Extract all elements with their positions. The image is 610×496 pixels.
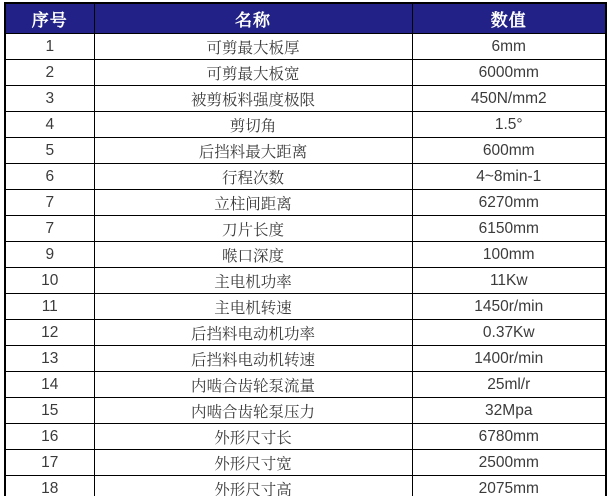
- column-header-no: 序号: [5, 3, 94, 34]
- row-name-cell: 后挡料电动机转速: [94, 346, 412, 372]
- row-number-cell: 12: [5, 320, 94, 346]
- row-value-cell: 600mm: [412, 138, 606, 164]
- table-row: [5, 372, 606, 398]
- row-name-cell: 外形尺寸宽: [94, 450, 412, 476]
- table-row: [5, 112, 606, 138]
- row-name-cell: 主电机转速: [94, 294, 412, 320]
- row-number-cell: 9: [5, 242, 94, 268]
- row-name-cell: 后挡料最大距离: [94, 138, 412, 164]
- row-number-cell: 13: [5, 346, 94, 372]
- row-value-cell: 100mm: [412, 242, 606, 268]
- row-name-cell: 剪切角: [94, 112, 412, 138]
- row-number-cell: 3: [5, 86, 94, 112]
- row-name-cell: 被剪板料强度极限: [94, 86, 412, 112]
- row-name-cell: 行程次数: [94, 164, 412, 190]
- table-row: [5, 34, 606, 60]
- row-number-cell: 10: [5, 268, 94, 294]
- row-value-cell: 4~8min-1: [412, 164, 606, 190]
- row-number-cell: 11: [5, 294, 94, 320]
- row-value-cell: 32Mpa: [412, 398, 606, 424]
- row-value-cell: 2500mm: [412, 450, 606, 476]
- row-value-cell: 6780mm: [412, 424, 606, 450]
- row-name-cell: 可剪最大板宽: [94, 60, 412, 86]
- row-number-cell: 7: [5, 190, 94, 216]
- table-header: [5, 3, 606, 34]
- row-value-cell: 25ml/r: [412, 372, 606, 398]
- row-value-cell: 11Kw: [412, 268, 606, 294]
- table-row: [5, 164, 606, 190]
- row-value-cell: 6150mm: [412, 216, 606, 242]
- row-name-cell: 内啮合齿轮泵压力: [94, 398, 412, 424]
- row-number-cell: 5: [5, 138, 94, 164]
- table-row: [5, 398, 606, 424]
- row-number-cell: 1: [5, 34, 94, 60]
- row-name-cell: 内啮合齿轮泵流量: [94, 372, 412, 398]
- row-number-cell: 4: [5, 112, 94, 138]
- row-number-cell: 7: [5, 216, 94, 242]
- table-row: [5, 60, 606, 86]
- row-value-cell: 0.37Kw: [412, 320, 606, 346]
- row-name-cell: 主电机功率: [94, 268, 412, 294]
- table-row: [5, 86, 606, 112]
- row-name-cell: 可剪最大板厚: [94, 34, 412, 60]
- spec-table: [4, 2, 607, 496]
- row-name-cell: 立柱间距离: [94, 190, 412, 216]
- table-row: [5, 216, 606, 242]
- row-value-cell: 6mm: [412, 34, 606, 60]
- table-row: [5, 424, 606, 450]
- row-name-cell: 外形尺寸长: [94, 424, 412, 450]
- column-header-value: 数值: [412, 3, 606, 34]
- row-value-cell: 1.5°: [412, 112, 606, 138]
- table-row: [5, 294, 606, 320]
- row-number-cell: 17: [5, 450, 94, 476]
- row-number-cell: 15: [5, 398, 94, 424]
- row-name-cell: 后挡料电动机功率: [94, 320, 412, 346]
- row-number-cell: 6: [5, 164, 94, 190]
- row-name-cell: 刀片长度: [94, 216, 412, 242]
- row-value-cell: 6000mm: [412, 60, 606, 86]
- row-value-cell: 2075mm: [412, 476, 606, 496]
- row-number-cell: 2: [5, 60, 94, 86]
- row-value-cell: 6270mm: [412, 190, 606, 216]
- row-name-cell: 喉口深度: [94, 242, 412, 268]
- row-number-cell: 18: [5, 476, 94, 496]
- table-body: [5, 34, 606, 496]
- row-number-cell: 14: [5, 372, 94, 398]
- table-row: [5, 268, 606, 294]
- row-value-cell: 1400r/min: [412, 346, 606, 372]
- header-row: [5, 3, 606, 34]
- table-row: [5, 476, 606, 496]
- row-number-cell: 16: [5, 424, 94, 450]
- table-row: [5, 346, 606, 372]
- row-value-cell: 450N/mm2: [412, 86, 606, 112]
- column-header-name: 名称: [94, 3, 412, 34]
- table-row: [5, 138, 606, 164]
- table-row: [5, 450, 606, 476]
- table-row: [5, 242, 606, 268]
- row-name-cell: 外形尺寸高: [94, 476, 412, 496]
- table-row: [5, 190, 606, 216]
- table-row: [5, 320, 606, 346]
- row-value-cell: 1450r/min: [412, 294, 606, 320]
